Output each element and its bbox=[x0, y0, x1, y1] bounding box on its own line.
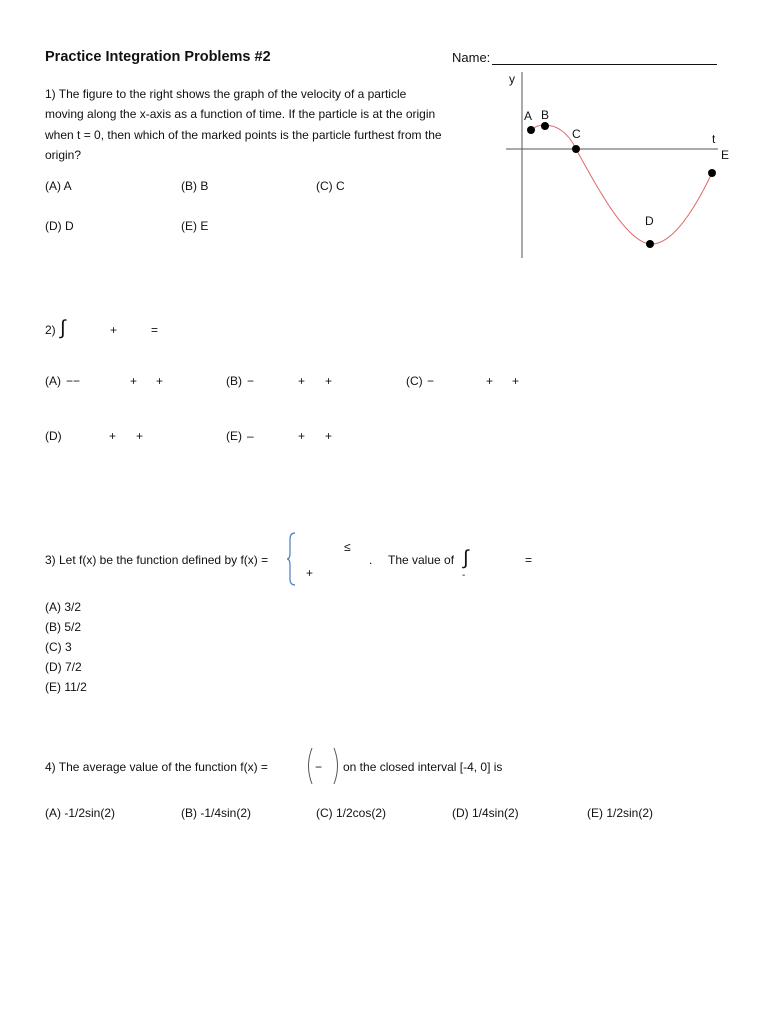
point-a bbox=[527, 126, 535, 134]
page-title: Practice Integration Problems #2 bbox=[45, 49, 271, 65]
q4-text: 4) The average value of the function f(x) = bbox=[45, 760, 268, 774]
q3-lower-limit: - bbox=[462, 570, 466, 581]
q3-choice-a: (A) 3/2 bbox=[45, 600, 82, 614]
q2-choice-e-minus: – bbox=[247, 429, 254, 443]
point-d-label: D bbox=[645, 214, 654, 228]
q3-plus: + bbox=[306, 566, 314, 580]
point-a-label: A bbox=[524, 109, 533, 123]
q4-choice-d: (D) 1/4sin(2) bbox=[452, 806, 519, 820]
q1-choice-b: (B) B bbox=[181, 179, 209, 193]
q2-choice-c-label: (C) bbox=[406, 374, 423, 388]
q2-choice-c-plus1: + bbox=[486, 374, 494, 388]
q2-choice-a-plus1: + bbox=[130, 374, 138, 388]
point-b bbox=[541, 122, 549, 130]
name-field-line[interactable] bbox=[492, 64, 717, 65]
point-b-label: B bbox=[541, 108, 550, 122]
y-axis-label: y bbox=[509, 72, 515, 86]
q4-choice-c: (C) 1/2cos(2) bbox=[316, 806, 387, 820]
q2-choice-d-plus2: + bbox=[136, 429, 144, 443]
point-e-label: E bbox=[721, 148, 730, 162]
point-c bbox=[572, 145, 580, 153]
q2-choice-c-plus2: + bbox=[512, 374, 520, 388]
q2-choice-b-plus2: + bbox=[325, 374, 333, 388]
q2-integral-sign: ∫ bbox=[60, 317, 66, 339]
q4-minus: − bbox=[315, 760, 323, 774]
q4-choice-e: (E) 1/2sin(2) bbox=[587, 806, 654, 820]
q2-prefix: 2) bbox=[45, 323, 56, 337]
q2-plus: + bbox=[110, 323, 118, 337]
q3-choice-e: (E) 11/2 bbox=[45, 680, 87, 694]
q2-choice-e-label: (E) bbox=[226, 429, 242, 443]
point-e bbox=[708, 169, 716, 177]
q1-choice-e: (E) E bbox=[181, 219, 209, 233]
q1-choice-c: (C) C bbox=[316, 179, 345, 193]
q2-choice-b-label: (B) bbox=[226, 374, 242, 388]
q4-choice-a: (A) -1/2sin(2) bbox=[45, 806, 116, 820]
piecewise-brace bbox=[286, 531, 298, 587]
q3-text: 3) Let f(x) be the function defined by f(x) = bbox=[45, 553, 269, 567]
q4-tail: on the closed interval [-4, 0] is bbox=[343, 760, 503, 774]
q2-choice-b-minus: − bbox=[247, 374, 255, 388]
velocity-graph bbox=[500, 68, 740, 268]
q3-leq: ≤ bbox=[344, 540, 351, 554]
q1-text: 1) The figure to the right shows the graph of the velocity of a particle moving along the x-axis as a function of time. If the particle is at the origin when t = 0, then which of the marked points is the particle furthest from the origin? bbox=[45, 87, 442, 162]
q2-choice-e-plus2: + bbox=[325, 429, 333, 443]
point-c-label: C bbox=[572, 127, 581, 141]
t-axis-label: t bbox=[712, 132, 716, 146]
q3-choice-b: (B) 5/2 bbox=[45, 620, 82, 634]
q3-choice-c: (C) 3 bbox=[45, 640, 72, 654]
q1-choice-a: (A) A bbox=[45, 179, 72, 193]
q3-choice-d: (D) 7/2 bbox=[45, 660, 82, 674]
q3-integral-sign: ∫ bbox=[463, 547, 469, 569]
q3-period: . bbox=[369, 553, 373, 567]
q2-choice-c-minus: − bbox=[427, 374, 435, 388]
q4-parentheses bbox=[303, 746, 343, 786]
q3-value-of: The value of bbox=[388, 553, 455, 567]
q2-choice-a-label: (A) bbox=[45, 374, 61, 388]
q2-choice-d-label: (D) bbox=[45, 429, 62, 443]
q3-equals: = bbox=[525, 553, 533, 567]
q2-choice-a-minus: −− bbox=[66, 374, 81, 388]
name-label: Name: bbox=[452, 50, 491, 65]
q1-choice-d: (D) D bbox=[45, 219, 74, 233]
q2-choice-d-plus1: + bbox=[109, 429, 117, 443]
q4-choice-b: (B) -1/4sin(2) bbox=[181, 806, 252, 820]
velocity-curve bbox=[531, 125, 712, 244]
q2-choice-e-plus1: + bbox=[298, 429, 306, 443]
q2-equals: = bbox=[151, 323, 159, 337]
q2-choice-b-plus1: + bbox=[298, 374, 306, 388]
q2-choice-a-plus2: + bbox=[156, 374, 164, 388]
point-d bbox=[646, 240, 654, 248]
